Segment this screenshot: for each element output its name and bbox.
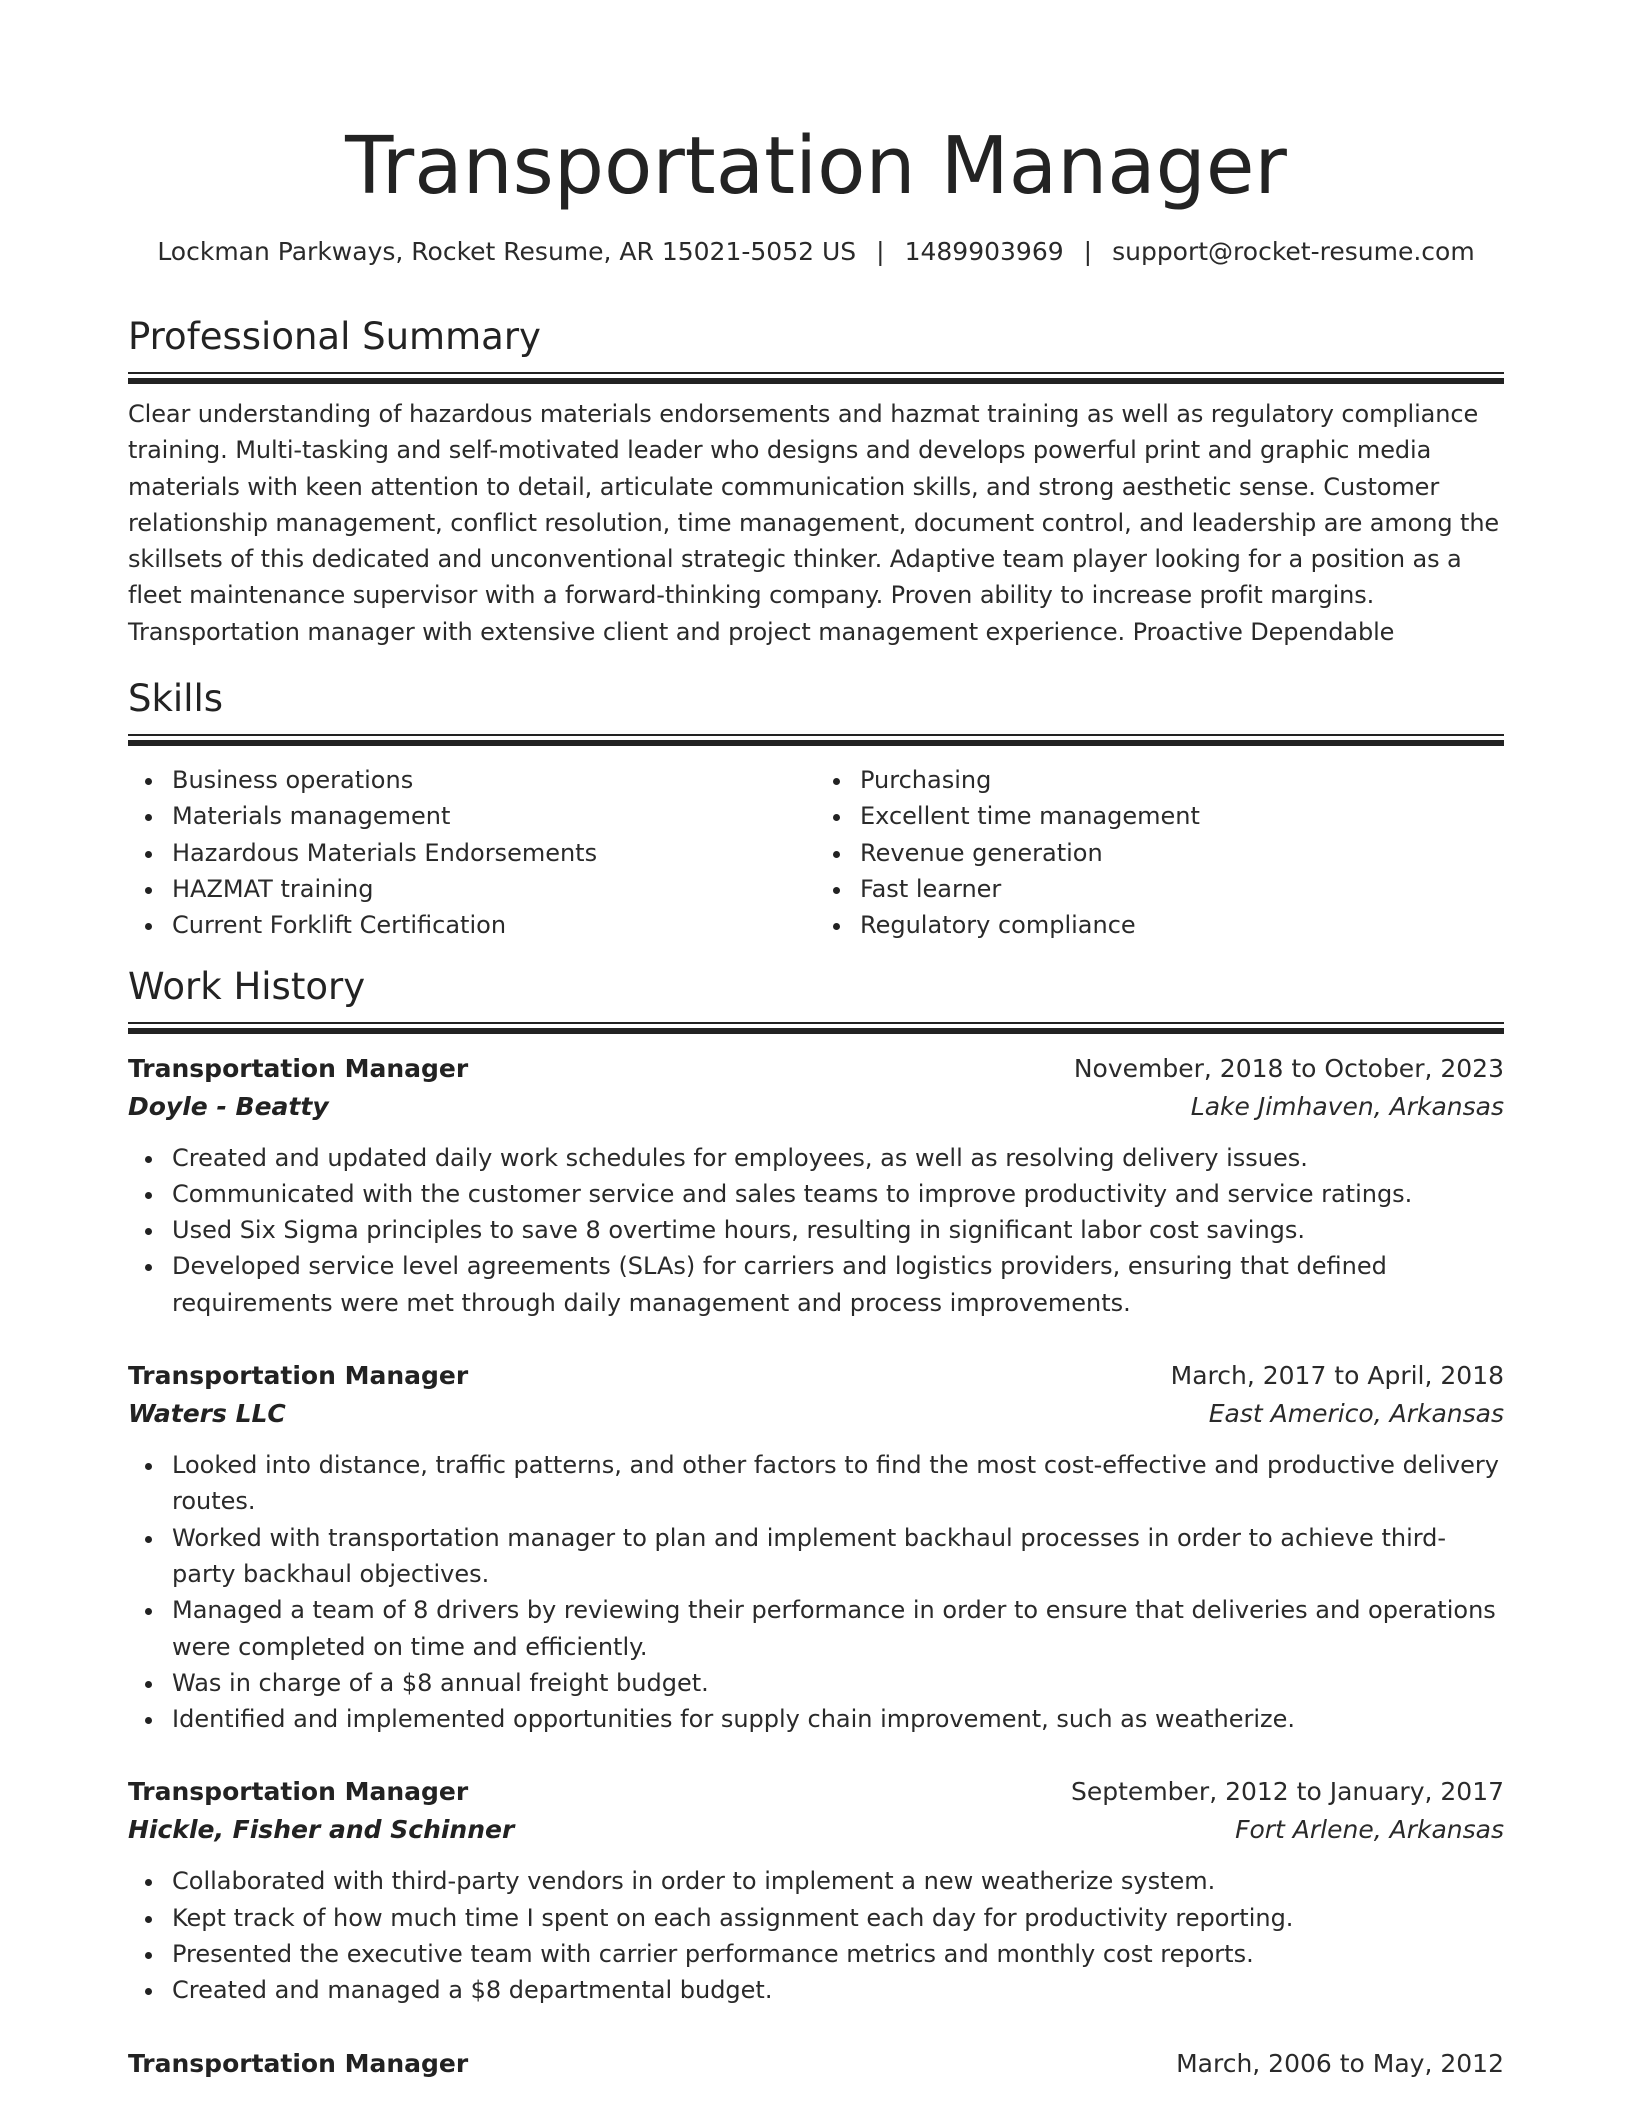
skill-item: Current Forklift Certification [172, 907, 816, 943]
job-company: Hickle, Fisher and Schinner [128, 1815, 515, 1845]
section-divider [128, 372, 1504, 384]
job-bullet: Collaborated with third-party vendors in order to implement a new weatherize system. [172, 1863, 1504, 1899]
summary-text: Clear understanding of hazardous materials endorsements and hazmat training as well as regulatory compliance training. Multi-tasking and self-motivated leader who designs and develops powerful print and graphic media materials with keen attention to detail, articulate communication skills, and strong aesthetic sense. Customer relationship management, conflict resolution, time management, document control, and leadership are among the skillsets of this dedicated and unconventional strategic thinker. Adaptive team player looking for a position as a fleet maintenance supervisor with a forward-thinking company. Proven ability to increase profit margins. Transportation manager with extensive client and project management experience. Proactive Dependable [128, 400, 1500, 646]
skill-item: HAZMAT training [172, 871, 816, 907]
contact-email: support@rocket-resume.com [1112, 237, 1475, 266]
job-bullet: Was in charge of a $8 annual freight budget. [172, 1665, 1504, 1701]
skill-item: Purchasing [860, 762, 1504, 798]
skills-column-left [128, 762, 816, 943]
contact-separator: | [876, 237, 885, 266]
skills-column-right [816, 762, 1504, 943]
job-bullet: Kept track of how much time I spent on each assignment each day for productivity reporting. [172, 1900, 1504, 1936]
skill-item: Fast learner [860, 871, 1504, 907]
job-dates: November, 2018 to October, 2023 [1073, 1053, 1504, 1083]
contact-phone: 1489903969 [904, 237, 1064, 266]
skills-grid [128, 762, 1504, 943]
skills-section [128, 676, 1504, 943]
job-dates: March, 2017 to April, 2018 [1170, 1361, 1504, 1391]
work-history-section [128, 964, 1504, 2083]
job-entry [128, 2045, 1504, 2083]
job-bullet: Worked with transportation manager to plan and implement backhaul processes in order to achieve third-party backhaul objectives. [172, 1520, 1504, 1593]
job-bullets [128, 1447, 1504, 1737]
skill-item: Regulatory compliance [860, 907, 1504, 943]
job-company: Doyle - Beatty [128, 1091, 329, 1121]
job-company: Waters LLC [128, 1399, 286, 1429]
contact-separator: | [1083, 237, 1093, 266]
job-dates: September, 2012 to January, 2017 [1071, 1777, 1504, 1807]
job-bullet: Used Six Sigma principles to save 8 overtime hours, resulting in significant labor cost savings. [172, 1212, 1504, 1248]
section-heading-skills: Skills [128, 677, 224, 721]
skill-item: Hazardous Materials Endorsements [172, 835, 816, 871]
skill-item: Business operations [172, 762, 816, 798]
contact-line [128, 236, 1504, 268]
resume-title: Transportation Manager [345, 120, 1287, 212]
job-bullets [128, 1140, 1504, 1321]
job-location: East Americo, Arkansas [1208, 1399, 1504, 1429]
job-title: Transportation Manager [128, 1777, 469, 1807]
section-heading-work: Work History [128, 964, 366, 1008]
job-location: Fort Arlene, Arkansas [1235, 1815, 1504, 1845]
job-bullet: Identified and implemented opportunities for supply chain improvement, such as weatherize. [172, 1701, 1504, 1737]
job-title: Transportation Manager [128, 1053, 469, 1083]
job-bullet: Created and managed a $8 departmental budget. [172, 1972, 1504, 2008]
section-heading-summary: Professional Summary [128, 315, 541, 358]
contact-address: Lockman Parkways, Rocket Resume, AR 15021-5052 US [157, 237, 857, 266]
job-bullet: Developed service level agreements (SLAs) for carriers and logistics providers, ensuring that defined requirements were met through daily management and process improvements. [172, 1248, 1504, 1321]
job-bullet: Managed a team of 8 drivers by reviewing their performance in order to ensure that deliveries and operations were completed on time and efficiently. [172, 1592, 1504, 1665]
job-location: Lake Jimhaven, Arkansas [1190, 1091, 1504, 1121]
job-entry [128, 1773, 1504, 2008]
job-entry [128, 1050, 1504, 1321]
job-entry [128, 1357, 1504, 1737]
skill-item: Excellent time management [860, 798, 1504, 834]
resume-page [128, 118, 1504, 2083]
professional-summary-section [128, 314, 1504, 650]
job-title: Transportation Manager [128, 1361, 469, 1391]
job-dates: March, 2006 to May, 2012 [1176, 2048, 1504, 2078]
job-bullet: Presented the executive team with carrier performance metrics and monthly cost reports. [172, 1936, 1504, 1972]
job-title: Transportation Manager [128, 2048, 469, 2078]
job-bullet: Looked into distance, traffic patterns, and other factors to find the most cost-effective and productive delivery routes. [172, 1447, 1504, 1520]
job-bullet: Created and updated daily work schedules for employees, as well as resolving delivery issues. [172, 1140, 1504, 1176]
section-divider [128, 1022, 1504, 1034]
job-bullets [128, 1863, 1504, 2008]
skill-item: Revenue generation [860, 835, 1504, 871]
section-divider [128, 734, 1504, 746]
skill-item: Materials management [172, 798, 816, 834]
job-bullet: Communicated with the customer service and sales teams to improve productivity and service ratings. [172, 1176, 1504, 1212]
